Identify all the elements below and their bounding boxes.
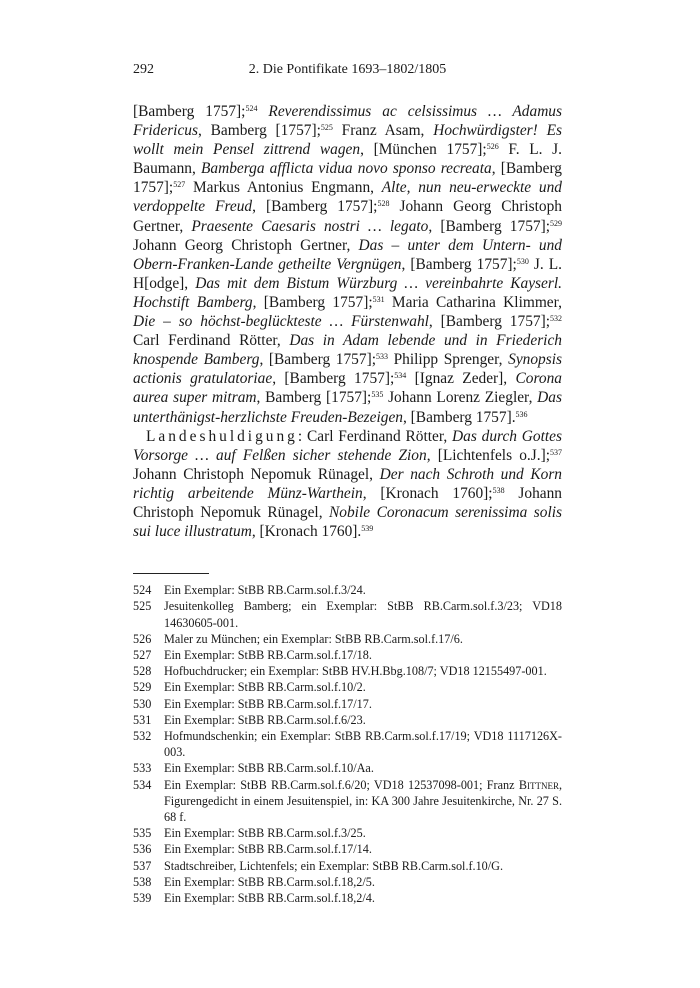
footnote (133, 598, 562, 630)
footnote-text: Ein Exemplar: StBB RB.Carm.sol.f.17/17. (164, 696, 372, 711)
footnote-text: Ein Exemplar: StBB RB.Carm.sol.f.17/18. (164, 647, 372, 662)
title-italic: Hochwürdigster! Es wollt mein Pensel zittrend wagen (133, 122, 562, 159)
footnote-number: 527 (133, 647, 152, 662)
footnote-number: 534 (133, 777, 152, 792)
footnote-text: Jesuitenkolleg Bamberg; ein Exemplar: StBB RB.Carm.sol.f.3/23; VD18 14630605-001. (164, 599, 562, 630)
footnote-number: 530 (133, 696, 152, 711)
paragraph: Landeshuldigung: Carl Ferdinand Rötter, Das durch Gottes Vorsorge … auf Felßen sicher stehende Zion, [Lichtenfels o.J.];$^{537}$ Johann Christoph Nepomuk Rünagel, Der nach Schroth und Korn richtig arbeitende Münz-Warthein, [Kronach 1760];$^{538}$ Johann Christoph Nepomuk Rünagel, Nobile Coronacum serenissima solis sui luce illustratum, [Kronach 1760].$^{539}$ (133, 427, 563, 541)
footnote-text: Ein Exemplar: StBB RB.Carm.sol.f.6/20; VD18 12537098-001; Franz Bittner, Figurengedicht in einem Jesuitenspiel, in: KA 300 Jahre Jesuitenkirche, Nr. 27 S. 68 f. (164, 777, 562, 824)
footnote-ref: 527 (173, 180, 186, 190)
footnote-ref: 535 (371, 390, 384, 400)
footnote-ref: 539 (361, 524, 374, 534)
title-italic: Bamberga afflicta vidua novo sponso recreata (200, 160, 492, 178)
title-italic: Corona aurea super mitram (133, 370, 562, 407)
footnote (133, 890, 562, 906)
footnote-ref: 531 (372, 294, 385, 304)
footnote-ref: 533 (375, 352, 388, 362)
footnote (133, 874, 562, 890)
title-italic: Der nach Schroth und Korn richtig arbeitende Münz-Warthein (133, 465, 563, 502)
footnote-text: Ein Exemplar: StBB RB.Carm.sol.f.17/14. (164, 842, 372, 857)
footnote-number: 536 (133, 842, 152, 857)
footnote (133, 858, 562, 874)
footnote-number: 539 (133, 891, 152, 906)
footnote (133, 712, 562, 728)
footnote-number: 532 (133, 728, 152, 743)
footnote (133, 582, 562, 598)
footnote-ref: 530 (516, 256, 529, 266)
footnote (133, 696, 562, 712)
footnote (133, 663, 562, 679)
footnote-text: Hofmundschenkin; ein Exemplar: StBB RB.Carm.sol.f.17/19; VD18 1117126X-003. (164, 728, 562, 760)
footnote-ref: 534 (394, 371, 407, 381)
footnote (133, 760, 562, 776)
footnote (133, 728, 562, 760)
footnote-ref: 524 (245, 104, 258, 113)
title-italic: Das unterthänigst-herzlichste Freuden-Bezeigen (133, 389, 562, 426)
footnote (133, 631, 562, 647)
footnote-text: Ein Exemplar: StBB RB.Carm.sol.f.10/2. (164, 680, 366, 695)
footnote-ref: 529 (549, 218, 562, 228)
title-italic: Reverendissimus ac celsissimus … Adamus Fridericus (133, 103, 562, 140)
title-italic: Das – unter dem Untern- und Obern-Franken-Lande getheilte Vergnügen (133, 236, 562, 273)
footnote-separator (133, 573, 209, 574)
page-number: 292 (133, 62, 154, 77)
footnote-text: Hofbuchdrucker; ein Exemplar: StBB HV.H.Bbg.108/7; VD18 12155497-001. (164, 664, 547, 679)
footnote (133, 841, 562, 857)
footnote-text: Ein Exemplar: StBB RB.Carm.sol.f.18,2/5. (164, 874, 375, 889)
footnote-text: Ein Exemplar: StBB RB.Carm.sol.f.10/Aa. (164, 761, 374, 776)
paragraph: [Bamberg 1757];$^{524}$ Reverendissimus ac celsissimus … Adamus Fridericus, Bamberg [1757];$^{525}$ Franz Asam, Hochwürdigster! Es wollt mein Pensel zittrend wagen, [München 1757];$^{526}$ F. L. J. Baumann, Bamberga afflicta vidua novo sponso recreata, [Bamberg 1757];$^{527}$ Markus Antonius Engmann, Alte, nun neu-erweckte und verdoppelte Freud, [Bamberg 1757];$^{528}$ Johann Georg Christoph Gertner, Praesente Caesaris nostri … legato, [Bamberg 1757];$^{529}$ Johann Georg Christoph Gertner, Das – unter dem Untern- und Obern-Franken-Lande getheilte Vergnügen, [Bamberg 1757];$^{530}$ J. L. H[odge], Das mit dem Bistum Würzburg … vereinbahrte Kayserl. Hochstift Bamberg, [Bamberg 1757];$^{531}$ Maria Catharina Klimmer, Die – so höchst-beglückteste … Fürstenwahl, [Bamberg 1757];$^{532}$ Carl Ferdinand Rötter, Das in Adam lebende und in Friederich knospende Bamberg, [Bamberg 1757];$^{533}$ Philipp Sprenger, Synopsis actionis gratulatoriae, [Bamberg 1757];$^{534}$ [Ignaz Zeder], Corona aurea super mitram, Bamberg [1757];$^{535}$ Johann Lorenz Ziegler, Das unterthänigst-herzlichste Freuden-Bezeigen, [Bamberg 1757].$^{536}$ (133, 103, 563, 426)
book-page (133, 62, 562, 906)
title-italic: Alte, nun neu-erweckte und verdoppelte Freud (133, 179, 562, 216)
footnote-number: 533 (133, 761, 152, 776)
title-italic: Die – so höchst-beglückteste … Fürstenwahl (133, 313, 429, 331)
footnote-number: 529 (133, 680, 152, 695)
footnote (133, 679, 562, 695)
footnote-ref: 528 (377, 199, 390, 209)
section-keyword: Landeshuldigung (146, 427, 298, 445)
running-head: 2. Die Pontifikate 1693–1802/1805 (248, 62, 447, 77)
footnote-number: 531 (133, 712, 152, 727)
footnote-ref: 532 (550, 314, 562, 324)
footnotes (133, 582, 562, 906)
title-italic: Praesente Caesaris nostri … legato (191, 217, 429, 235)
footnote (133, 777, 562, 826)
footnote (133, 825, 562, 841)
footnote-number: 524 (133, 583, 152, 598)
title-italic: Das in Adam lebende und in Friederich knospende Bamberg (133, 332, 562, 369)
footnote-ref: 525 (320, 123, 333, 133)
footnote-number: 528 (133, 664, 152, 679)
title-italic: Synopsis actionis gratulatoriae (133, 351, 562, 388)
footnote-text: Ein Exemplar: StBB RB.Carm.sol.f.3/24. (164, 583, 366, 598)
page-header (133, 62, 562, 82)
footnote-text: Ein Exemplar: StBB RB.Carm.sol.f.6/23. (164, 712, 366, 727)
footnote-ref: 537 (550, 447, 562, 457)
title-italic: Das durch Gottes Vorsorge … auf Felßen sicher stehende Zion (133, 427, 562, 464)
main-text (133, 102, 562, 541)
footnote-ref: 536 (515, 409, 528, 419)
title-italic: Das mit dem Bistum Würzburg … vereinbahrte Kayserl. Hochstift Bamberg (133, 274, 562, 311)
footnote-number: 537 (133, 858, 152, 873)
footnote-text: Maler zu München; ein Exemplar: StBB RB.Carm.sol.f.17/6. (164, 631, 463, 646)
footnote-number: 526 (133, 631, 152, 646)
footnote-number: 538 (133, 874, 152, 889)
footnote-number: 525 (133, 599, 152, 614)
footnote-number: 535 (133, 826, 152, 841)
title-italic: Nobile Coronacum serenissima solis sui luce illustratum (133, 503, 562, 541)
footnote-text: Stadtschreiber, Lichtenfels; ein Exemplar: StBB RB.Carm.sol.f.10/G. (164, 858, 504, 873)
footnote-text: Ein Exemplar: StBB RB.Carm.sol.f.18,2/4. (164, 891, 375, 906)
footnote-text: Ein Exemplar: StBB RB.Carm.sol.f.3/25. (164, 826, 366, 841)
footnote-ref: 538 (492, 485, 505, 495)
author-smallcaps: Bittner (518, 777, 559, 792)
footnote (133, 647, 562, 663)
footnote-ref: 526 (486, 142, 499, 152)
